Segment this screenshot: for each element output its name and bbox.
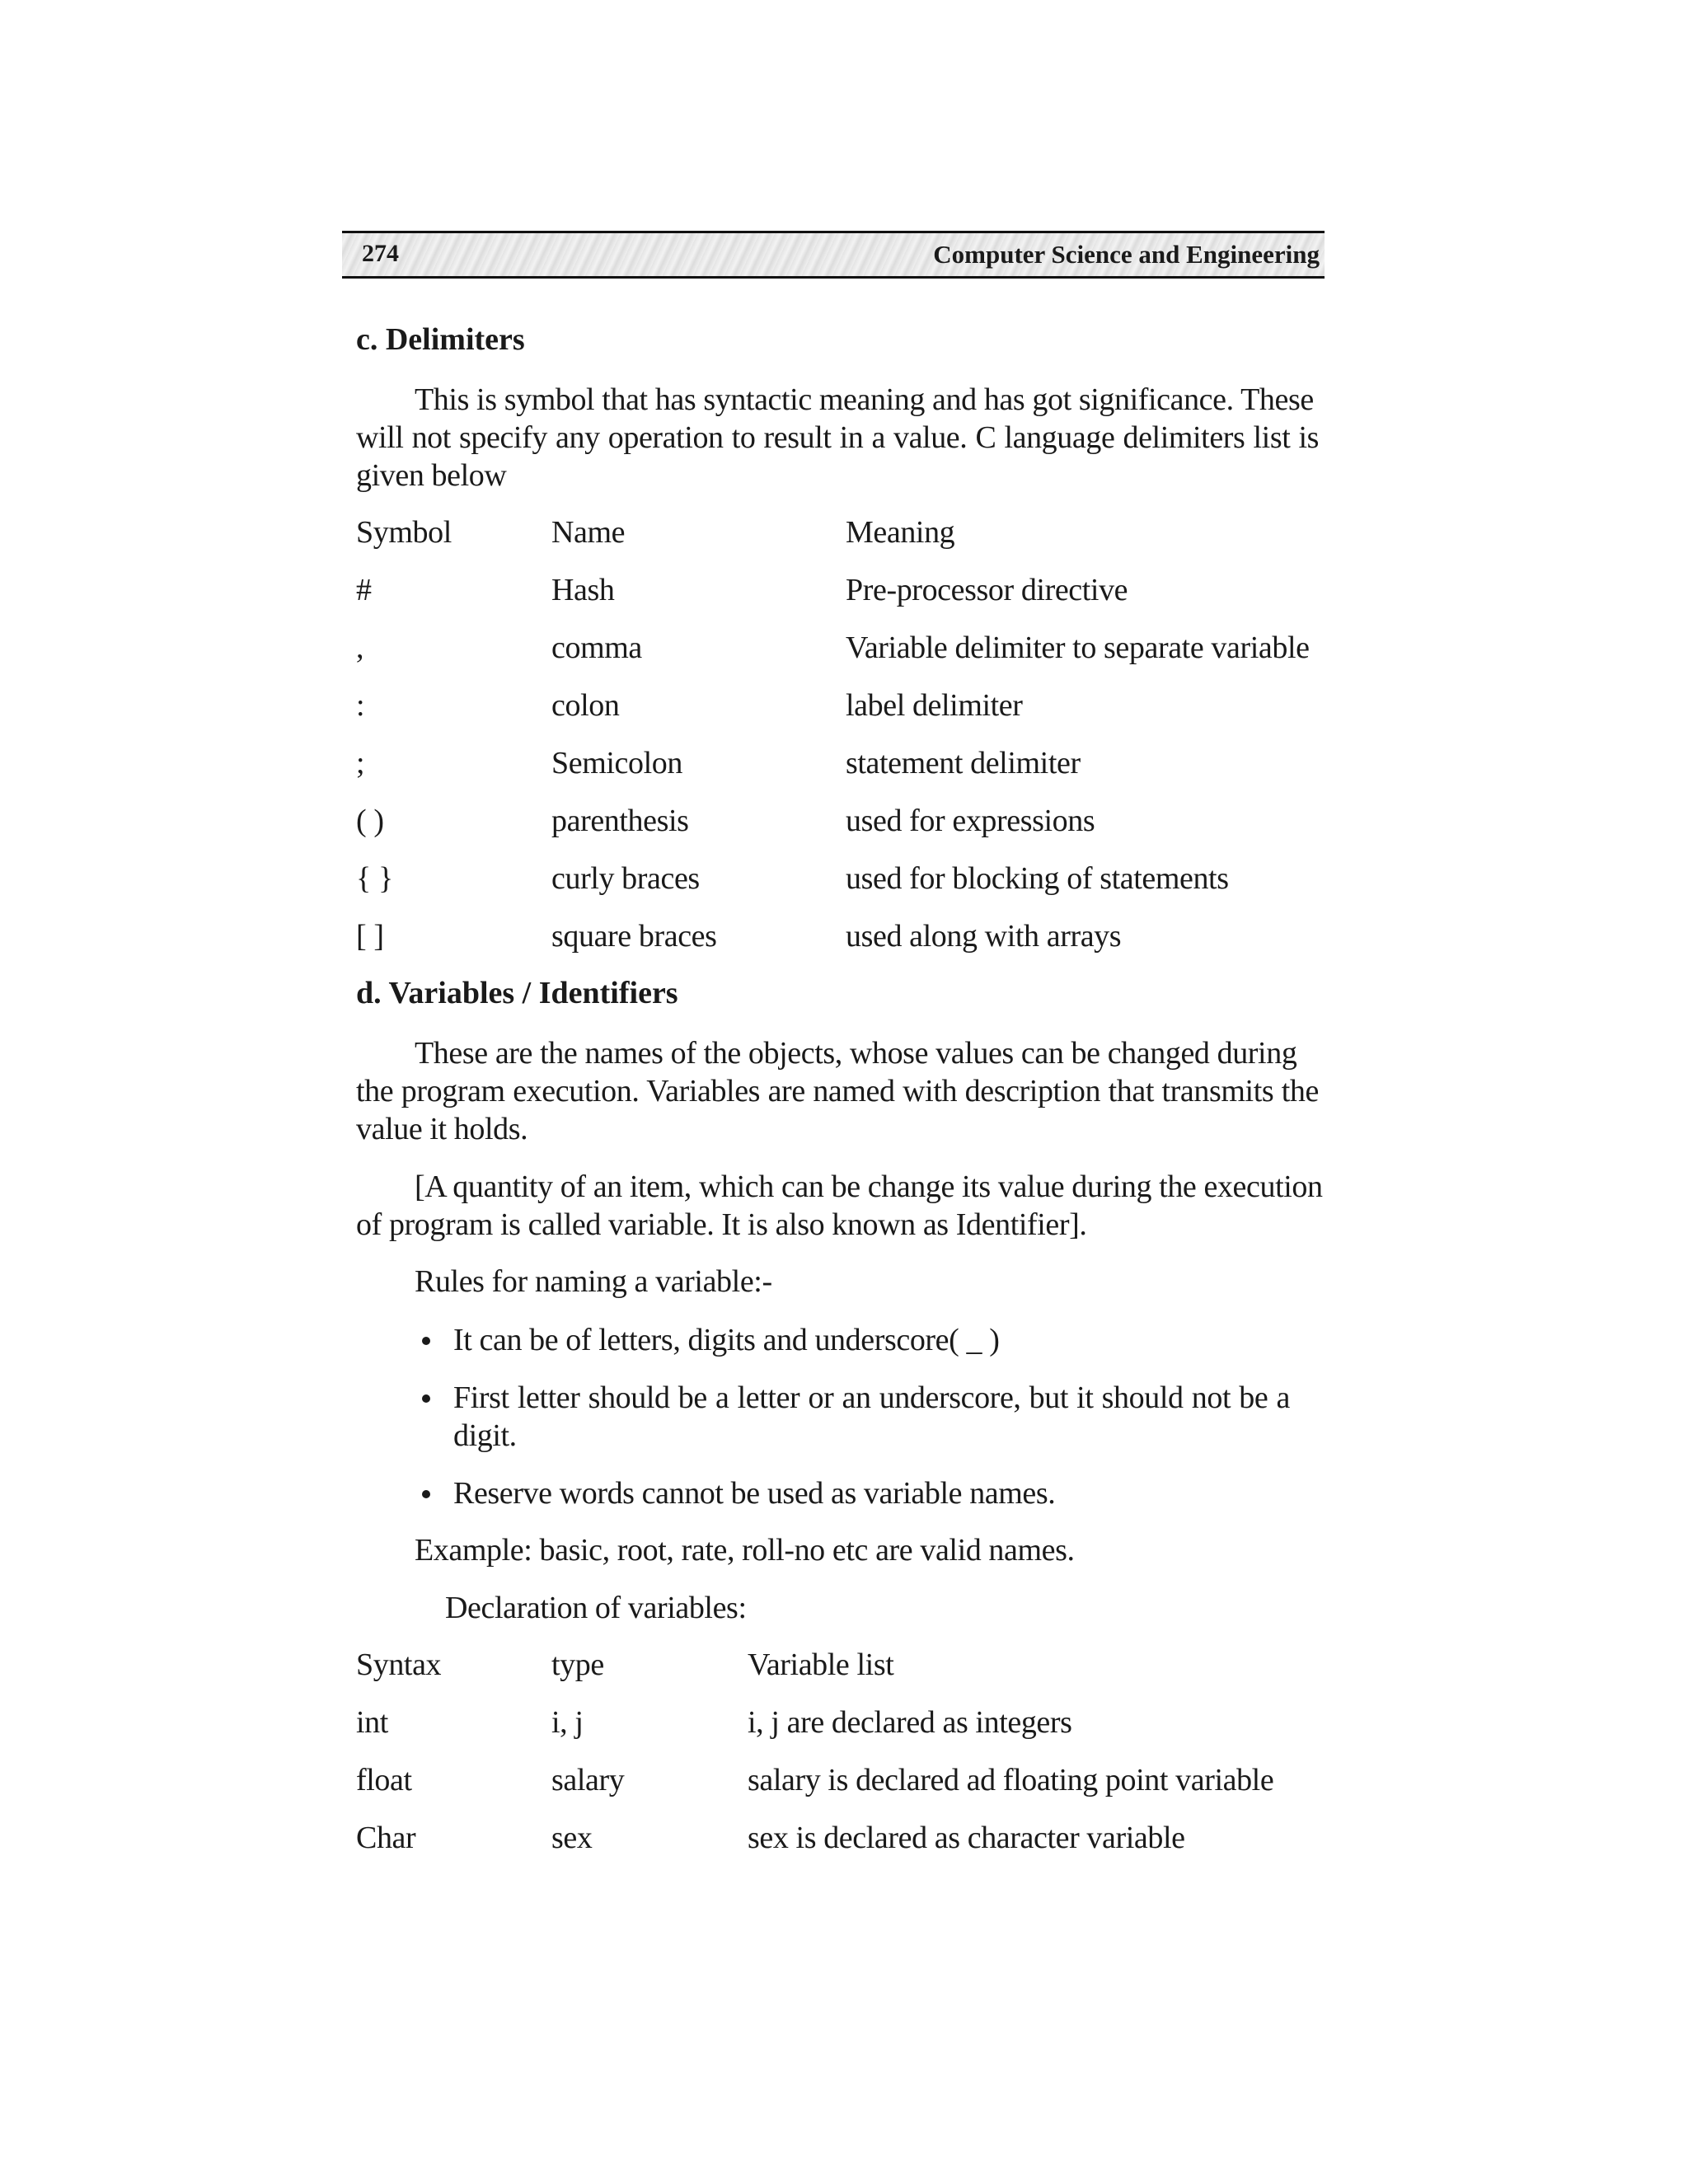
running-header bbox=[342, 231, 1325, 279]
bullet-icon bbox=[422, 1490, 430, 1498]
syntax-cell: float bbox=[356, 1763, 412, 1797]
meaning-cell: Pre-processor directive bbox=[846, 573, 1128, 607]
declaration-title: Declaration of variables: bbox=[445, 1591, 747, 1625]
rule-text: First letter should be a letter or an underscore, but it should not be a digit. bbox=[453, 1380, 1290, 1453]
symbol-cell: { } bbox=[356, 861, 393, 896]
col-header-symbol: Symbol bbox=[356, 515, 452, 550]
type-cell: salary bbox=[551, 1763, 625, 1797]
bullet-icon bbox=[422, 1394, 430, 1403]
col-header-type: type bbox=[551, 1647, 604, 1682]
variable-list-cell: salary is declared ad floating point variable bbox=[748, 1763, 1274, 1797]
type-cell: i, j bbox=[551, 1705, 584, 1740]
variables-para2-rest: of program is called variable. It is also known as Identifier]. bbox=[356, 1207, 1087, 1242]
name-cell: Hash bbox=[551, 573, 615, 607]
meaning-cell: statement delimiter bbox=[846, 746, 1081, 780]
section-c-heading: c. Delimiters bbox=[356, 322, 525, 357]
section-d-heading: d. Variables / Identifiers bbox=[356, 976, 678, 1010]
rule-text: Reserve words cannot be used as variable names. bbox=[453, 1476, 1056, 1511]
name-cell: comma bbox=[551, 630, 642, 665]
variables-para1-line1: These are the names of the objects, whose values can be changed during bbox=[415, 1036, 1297, 1071]
name-cell: parenthesis bbox=[551, 804, 689, 838]
rules-title: Rules for naming a variable:- bbox=[415, 1264, 772, 1299]
meaning-cell: used for blocking of statements bbox=[846, 861, 1229, 896]
rule-text: It can be of letters, digits and underscore( _ ) bbox=[453, 1323, 1000, 1357]
col-header-variable-list: Variable list bbox=[748, 1647, 894, 1682]
page-number: 274 bbox=[362, 240, 399, 267]
name-cell: square braces bbox=[551, 919, 717, 954]
syntax-cell: Char bbox=[356, 1821, 416, 1855]
variables-para2-line1: [A quantity of an item, which can be change its value during the execution bbox=[415, 1169, 1323, 1204]
symbol-cell: , bbox=[356, 630, 364, 665]
delimiters-intro-rest: will not specify any operation to result in a value. C language delimiters list is given below bbox=[356, 420, 1319, 493]
meaning-cell: used for expressions bbox=[846, 804, 1095, 838]
name-cell: colon bbox=[551, 688, 620, 723]
header-title: Computer Science and Engineering bbox=[933, 240, 1320, 269]
symbol-cell: ( ) bbox=[356, 804, 384, 838]
symbol-cell: # bbox=[356, 573, 372, 607]
bullet-icon bbox=[422, 1337, 430, 1345]
col-header-syntax: Syntax bbox=[356, 1647, 442, 1682]
meaning-cell: label delimiter bbox=[846, 688, 1023, 723]
example-line: Example: basic, root, rate, roll-no etc are valid names. bbox=[415, 1533, 1075, 1568]
name-cell: Semicolon bbox=[551, 746, 682, 780]
col-header-meaning: Meaning bbox=[846, 515, 955, 550]
symbol-cell: [ ] bbox=[356, 919, 384, 954]
type-cell: sex bbox=[551, 1821, 593, 1855]
variables-para1-rest: the program execution. Variables are named with description that transmits the value it holds. bbox=[356, 1074, 1319, 1146]
meaning-cell: Variable delimiter to separate variable bbox=[846, 630, 1310, 665]
name-cell: curly braces bbox=[551, 861, 700, 896]
delimiters-intro-line1: This is symbol that has syntactic meaning and has got significance. These bbox=[415, 382, 1314, 417]
symbol-cell: : bbox=[356, 688, 365, 723]
symbol-cell: ; bbox=[356, 746, 365, 780]
meaning-cell: used along with arrays bbox=[846, 919, 1122, 954]
syntax-cell: int bbox=[356, 1705, 388, 1740]
col-header-name: Name bbox=[551, 515, 626, 550]
variable-list-cell: i, j are declared as integers bbox=[748, 1705, 1072, 1740]
variable-list-cell: sex is declared as character variable bbox=[748, 1821, 1185, 1855]
